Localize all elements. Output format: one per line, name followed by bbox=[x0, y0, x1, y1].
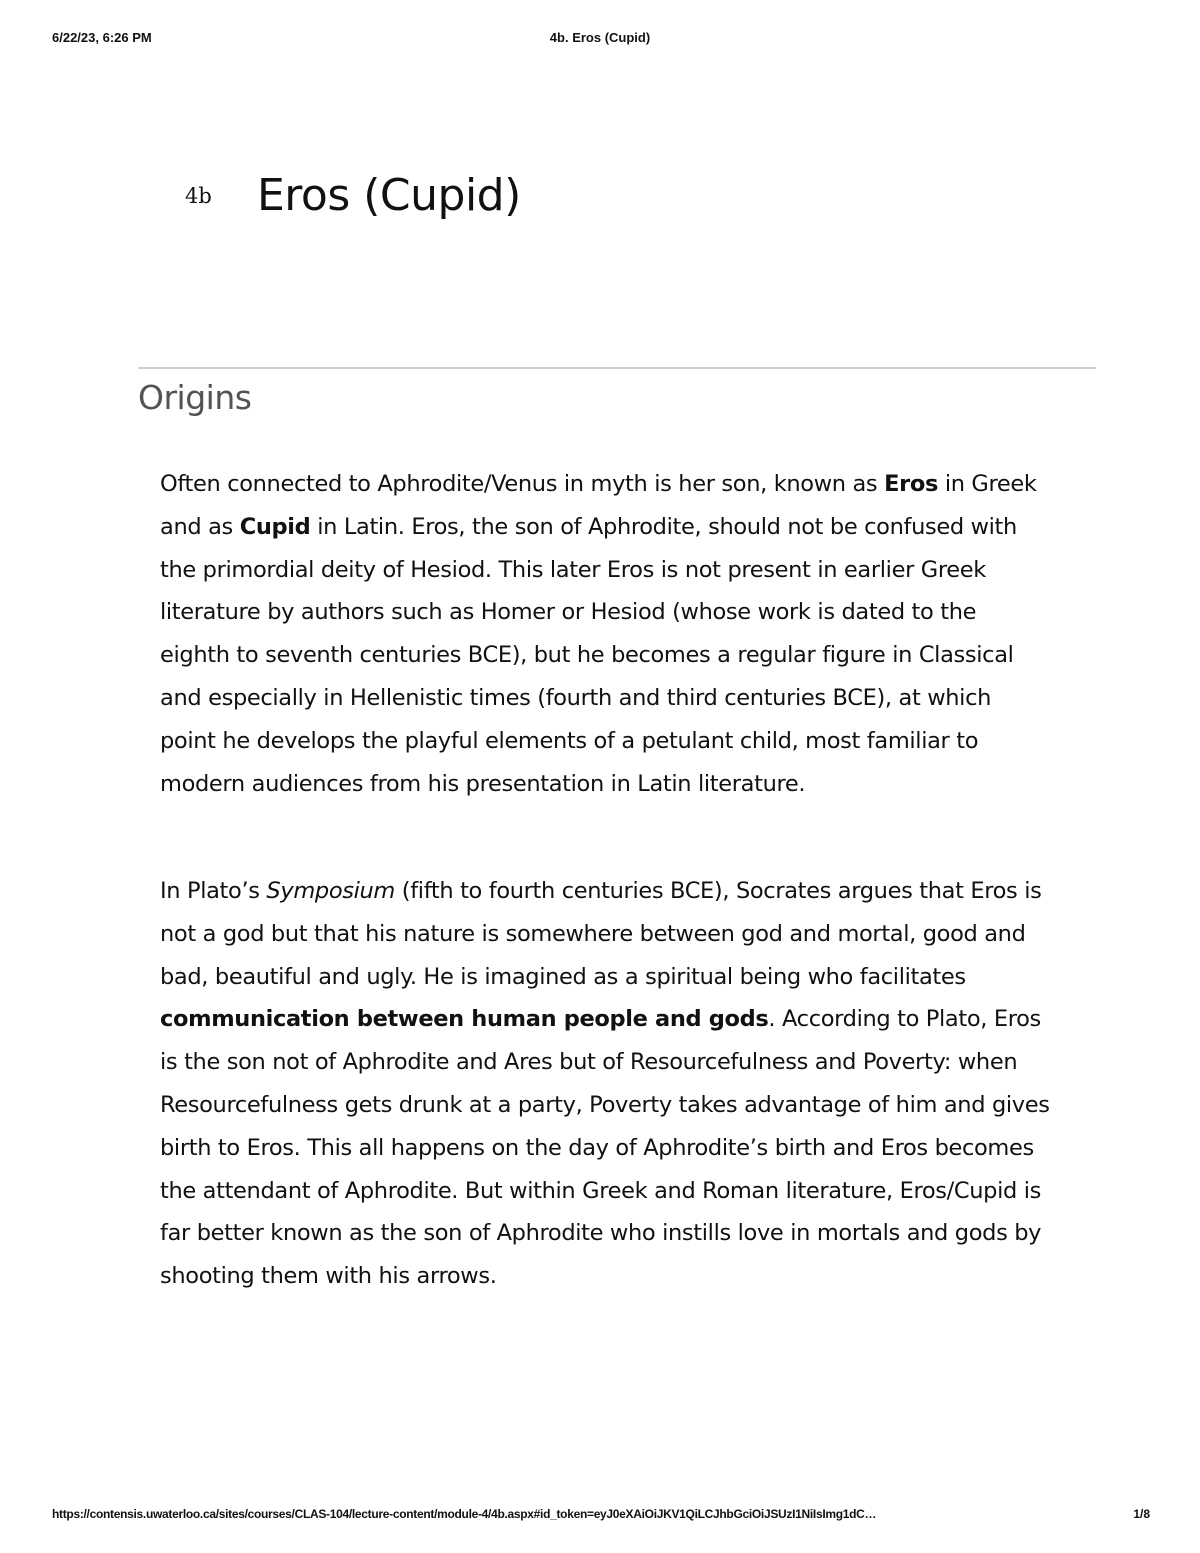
p2-text-1: In Plato’s bbox=[160, 878, 267, 904]
paragraph-origins-2 bbox=[160, 870, 1050, 1298]
paragraph-origins-1 bbox=[160, 463, 1050, 805]
print-header bbox=[0, 30, 1200, 48]
page-title-number: 4b bbox=[185, 184, 212, 208]
p1-text-2: in Greek and as bbox=[160, 471, 1037, 540]
section-heading: Origins bbox=[138, 378, 252, 417]
p2-italic-symposium: Symposium bbox=[266, 878, 395, 904]
p2-text-3: . According to Plato, Eros is the son not of Aphrodite and Ares but of Resourcefulness and Poverty: when Resourcefulness gets drunk at a party, Poverty takes advantage of him and gives birth to Eros. This all happens on the day of Aphrodite’s birth and Eros becomes the attendant of Aphrodite. But within Greek and Roman literature, Eros/Cupid is far better known as the son of Aphrodite who instills love in mortals and gods by shooting them with his arrows. bbox=[160, 1006, 1050, 1290]
print-url: https://contensis.uwaterloo.ca/sites/courses/CLAS-104/lecture-content/module-4/4b.aspx#id_token=eyJ0eXAiOiJKV1QiLCJhbGciOiJSUzI1NiIsImg1dC… bbox=[52, 1507, 877, 1521]
p1-bold-cupid: Cupid bbox=[239, 513, 311, 540]
print-footer bbox=[0, 1507, 1200, 1525]
page-title-text: Eros (Cupid) bbox=[257, 170, 521, 221]
print-datetime: 6/22/23, 6:26 PM bbox=[52, 30, 152, 45]
p2-bold-communication: communication between human people and gods bbox=[160, 1006, 769, 1033]
print-page-title: 4b. Eros (Cupid) bbox=[549, 30, 651, 45]
p2-text-2: (fifth to fourth centuries BCE), Socrates argues that Eros is not a god but that his nature is somewhere between god and mortal, good and bad, beautiful and ugly. He is imagined as a spiritual being who facilitates bbox=[160, 878, 1042, 990]
section-divider bbox=[138, 367, 1096, 369]
p1-text-3: in Latin. Eros, the son of Aphrodite, should not be confused with the primordial deity of Hesiod. This later Eros is not present in earlier Greek literature by authors such as Homer or Hesiod (whose work is dated to the eighth to seventh centuries BCE), but he becomes a regular figure in Classical and especially in Hellenistic times (fourth and third centuries BCE), at which point he develops the playful elements of a petulant child, most familiar to modern audiences from his presentation in Latin literature. bbox=[160, 513, 1017, 797]
p1-text-1: Often connected to Aphrodite/Venus in myth is her son, known as bbox=[160, 471, 885, 497]
print-page-number: 1/8 bbox=[1133, 1507, 1150, 1521]
p1-bold-eros: Eros bbox=[884, 471, 939, 497]
